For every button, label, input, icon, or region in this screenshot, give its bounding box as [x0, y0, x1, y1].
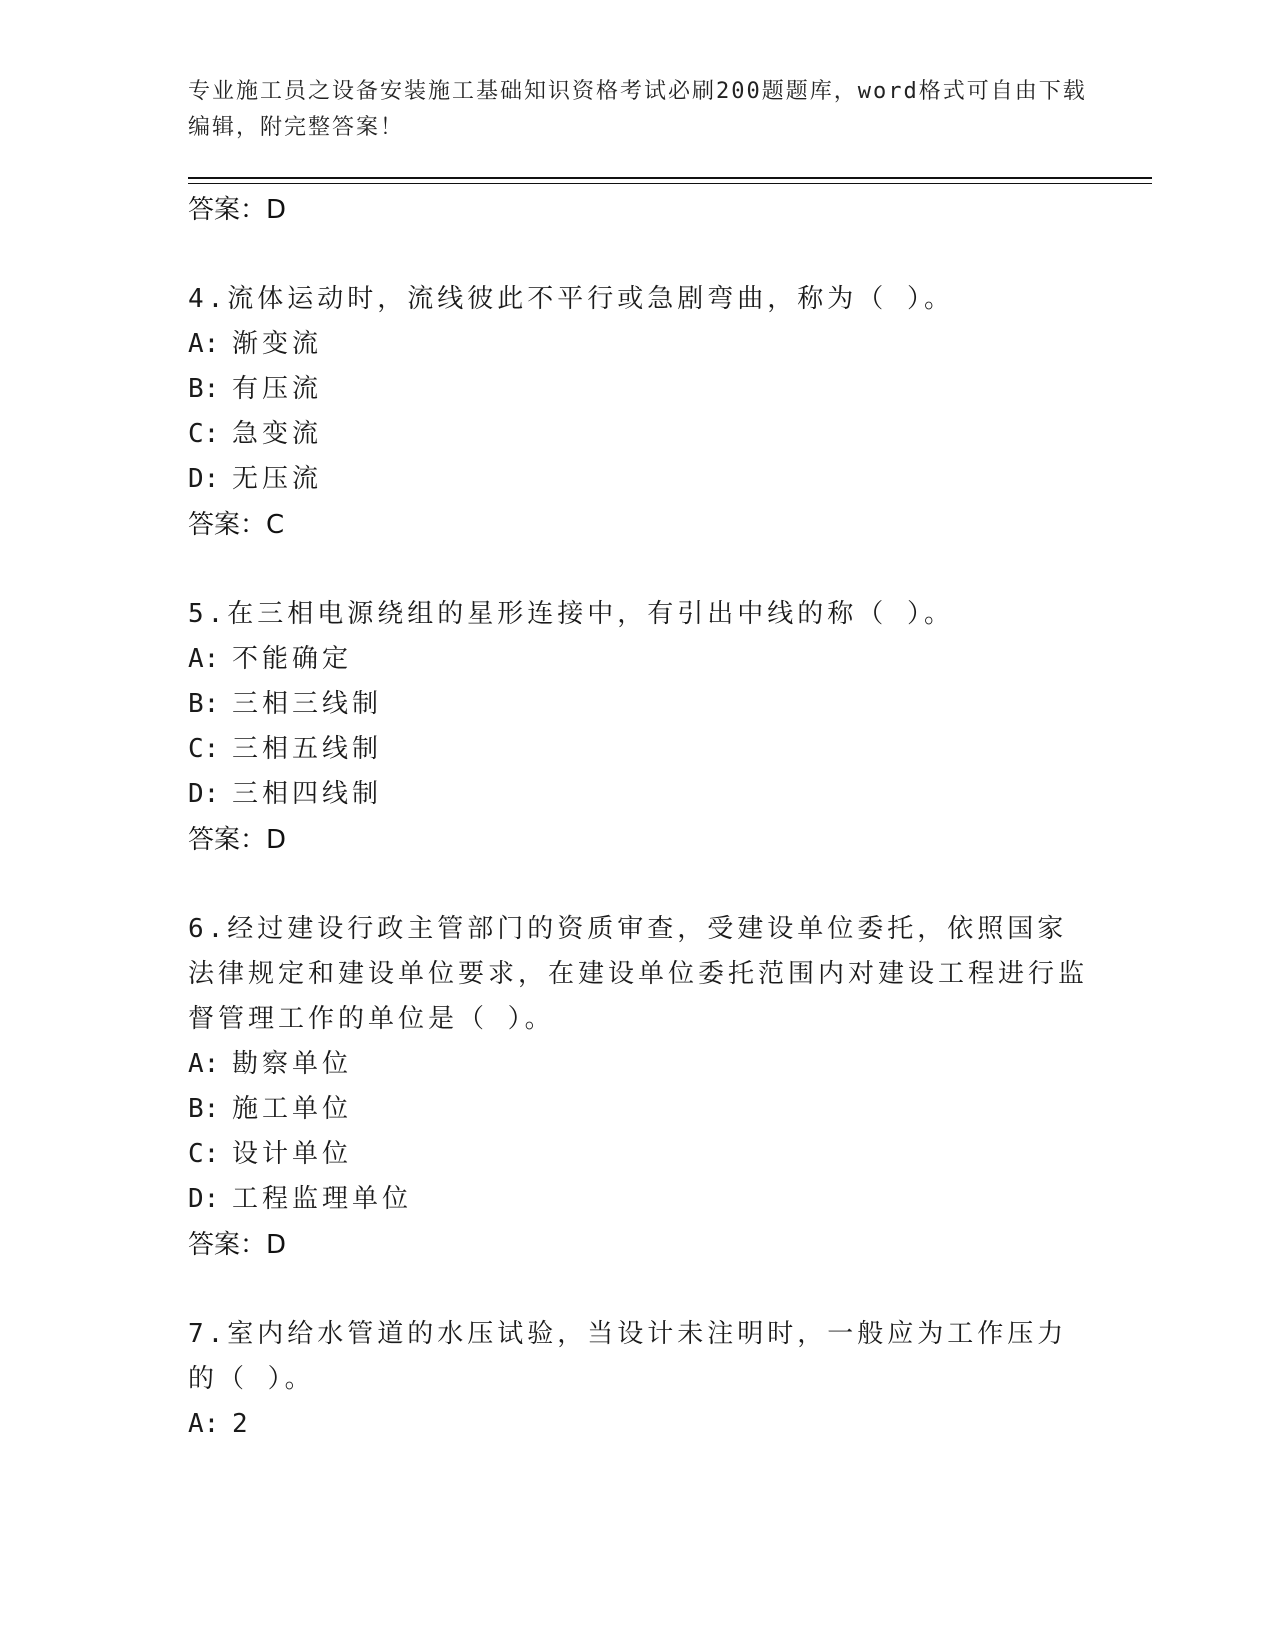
question-stem: 6.经过建设行政主管部门的资质审查，受建设单位委托，依照国家法律规定和建设单位要求，在建设单位委托范围内对建设工程进行监督管理工作的单位是（ ）。: [188, 914, 1089, 1034]
option-c: C: 急变流: [188, 419, 323, 449]
option-a: A: 不能确定: [188, 644, 353, 674]
option-c: C: 设计单位: [188, 1139, 353, 1169]
question-stem: 7.室内给水管道的水压试验，当设计未注明时，一般应为工作压力的（ ）。: [188, 1319, 1068, 1394]
option-a: A: 渐变流: [188, 329, 323, 359]
question-content: [188, 187, 1088, 1447]
option-d: D: 三相四线制: [188, 779, 383, 809]
option-a: A: 勘察单位: [188, 1049, 353, 1079]
option-a: A: 2: [188, 1409, 252, 1439]
option-d: D: 无压流: [188, 464, 323, 494]
option-b: B: 有压流: [188, 374, 323, 404]
question-block: [188, 907, 1088, 1268]
question-block: [188, 592, 1088, 863]
header-rule-thick: [188, 177, 1152, 179]
option-c: C: 三相五线制: [188, 734, 383, 764]
header-rule-thin: [188, 183, 1152, 184]
question-stem: 5.在三相电源绕组的星形连接中，有引出中线的称（ ）。: [188, 599, 954, 629]
answer-line: 答案：D: [188, 825, 287, 855]
answer-line: 答案：C: [188, 510, 285, 540]
answer-line: 答案：D: [188, 1230, 287, 1260]
answer-line: 答案：D: [188, 195, 287, 225]
question-stem: 4.流体运动时，流线彼此不平行或急剧弯曲，称为（ ）。: [188, 284, 954, 314]
option-d: D: 工程监理单位: [188, 1184, 413, 1214]
question-block: [188, 1312, 1088, 1447]
option-b: B: 三相三线制: [188, 689, 383, 719]
document-header: 专业施工员之设备安装施工基础知识资格考试必刷200题题库，word格式可自由下载编辑，附完整答案！: [188, 79, 1087, 140]
option-b: B: 施工单位: [188, 1094, 353, 1124]
question-block: [188, 277, 1088, 548]
